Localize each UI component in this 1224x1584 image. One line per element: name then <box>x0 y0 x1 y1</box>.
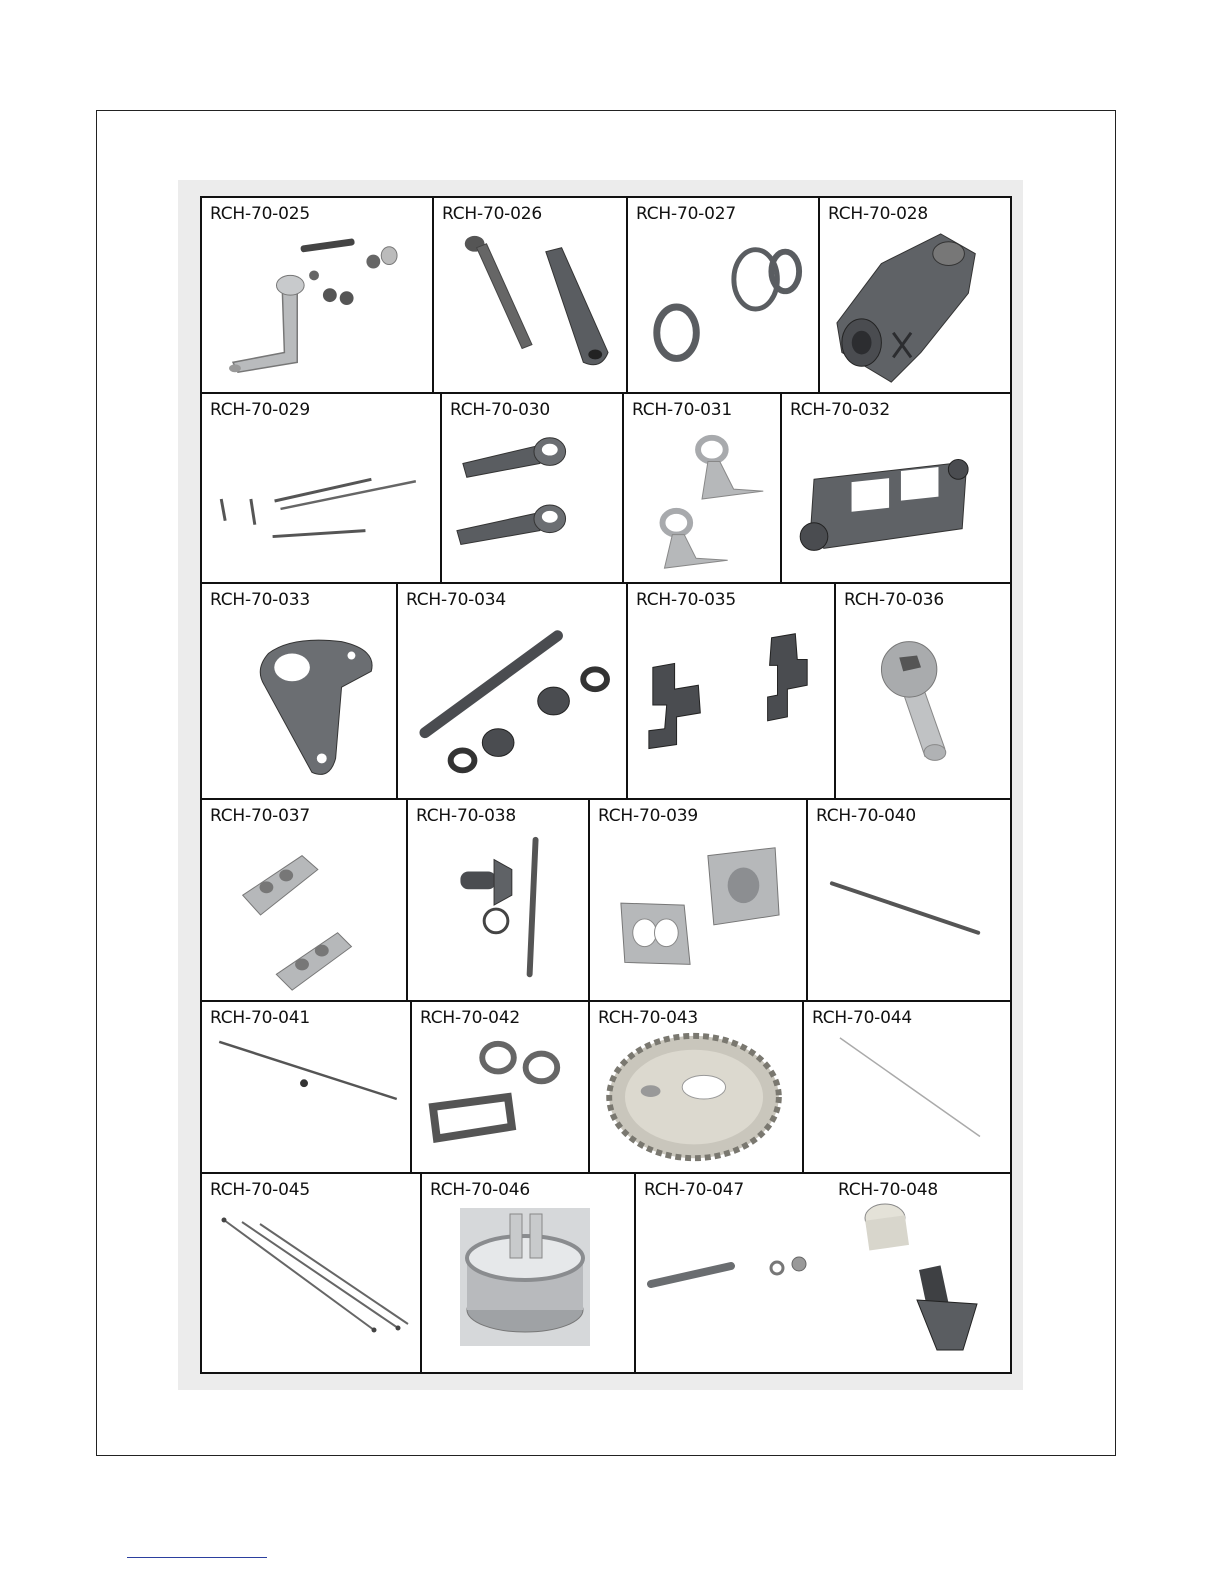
part-image-bellcrank <box>202 224 432 392</box>
part-number-028: RCH-70-028 <box>828 204 928 224</box>
parts-row-3 <box>202 584 1010 800</box>
part-image-clamps-and-plate <box>412 1028 588 1172</box>
part-image-bolt-and-rod-end <box>434 224 626 392</box>
parts-row-2 <box>202 394 1010 584</box>
part-number-042: RCH-70-042 <box>420 1008 520 1028</box>
part-cell-043 <box>590 1002 804 1172</box>
part-image-bevel-gear-shaft <box>408 826 588 1000</box>
part-number-038: RCH-70-038 <box>416 806 516 826</box>
part-cell-038 <box>408 800 590 1000</box>
part-cell-040 <box>808 800 1010 1000</box>
part-cell-026 <box>434 198 628 392</box>
part-number-048: RCH-70-048 <box>838 1180 938 1200</box>
part-number-034: RCH-70-034 <box>406 590 506 610</box>
part-image-shaft-and-bushings <box>398 610 626 798</box>
part-number-036: RCH-70-036 <box>844 590 944 610</box>
part-image-spur-gear <box>590 1028 802 1172</box>
part-image-frame-bracket <box>782 420 1010 582</box>
part-cell-039 <box>590 800 808 1000</box>
part-cell-028 <box>820 198 1010 392</box>
parts-row-6 <box>202 1174 1010 1372</box>
part-image-shaft-bushing-bevel-gear <box>636 1200 1010 1372</box>
part-cell-033 <box>202 584 398 798</box>
part-cell-037 <box>202 800 408 1000</box>
part-image-blade-grip <box>820 224 1010 392</box>
part-image-z-brackets <box>628 610 834 798</box>
part-cell-025 <box>202 198 434 392</box>
part-cell-042 <box>412 1002 590 1172</box>
part-image-long-shaft <box>808 826 1010 1000</box>
part-image-split-clamp-ring <box>422 1200 634 1372</box>
parts-row-1 <box>202 198 1010 394</box>
part-image-pivot-plate <box>202 610 396 798</box>
part-number-030: RCH-70-030 <box>450 400 550 420</box>
part-cell-045 <box>202 1174 422 1372</box>
part-image-ball-link <box>836 610 1010 798</box>
part-cell-027 <box>628 198 820 392</box>
part-number-031: RCH-70-031 <box>632 400 732 420</box>
part-image-pins-and-rods <box>202 420 440 582</box>
part-number-047: RCH-70-047 <box>644 1180 744 1200</box>
parts-row-5 <box>202 1002 1010 1174</box>
part-cell-035 <box>628 584 836 798</box>
part-image-control-arms <box>442 420 622 582</box>
part-number-026: RCH-70-026 <box>442 204 542 224</box>
part-cell-032 <box>782 394 1010 582</box>
part-number-025: RCH-70-025 <box>210 204 310 224</box>
footnote-rule <box>127 1557 267 1558</box>
part-number-046: RCH-70-046 <box>430 1180 530 1200</box>
part-image-mount-brackets <box>624 420 780 582</box>
parts-row-4 <box>202 800 1010 1002</box>
part-image-thin-wire <box>804 1028 1010 1172</box>
part-cell-047-048 <box>636 1174 1010 1372</box>
part-image-bearing-housings <box>590 826 806 1000</box>
part-cell-034 <box>398 584 628 798</box>
part-image-pushrods <box>202 1200 420 1372</box>
part-cell-044 <box>804 1002 1010 1172</box>
part-number-045: RCH-70-045 <box>210 1180 310 1200</box>
part-number-029: RCH-70-029 <box>210 400 310 420</box>
part-number-043: RCH-70-043 <box>598 1008 698 1028</box>
part-number-044: RCH-70-044 <box>812 1008 912 1028</box>
part-number-041: RCH-70-041 <box>210 1008 310 1028</box>
part-number-033: RCH-70-033 <box>210 590 310 610</box>
part-number-027: RCH-70-027 <box>636 204 736 224</box>
part-cell-030 <box>442 394 624 582</box>
part-cell-029 <box>202 394 442 582</box>
part-number-035: RCH-70-035 <box>636 590 736 610</box>
part-number-037: RCH-70-037 <box>210 806 310 826</box>
part-image-spacer-rings <box>628 224 818 392</box>
part-cell-031 <box>624 394 782 582</box>
parts-grid <box>200 196 1012 1374</box>
part-cell-046 <box>422 1174 636 1372</box>
part-number-039: RCH-70-039 <box>598 806 698 826</box>
part-number-040: RCH-70-040 <box>816 806 916 826</box>
part-image-bearing-blocks <box>202 826 406 1000</box>
part-cell-036 <box>836 584 1010 798</box>
part-cell-041 <box>202 1002 412 1172</box>
part-image-thin-rod-with-collar <box>202 1028 410 1172</box>
part-number-032: RCH-70-032 <box>790 400 890 420</box>
